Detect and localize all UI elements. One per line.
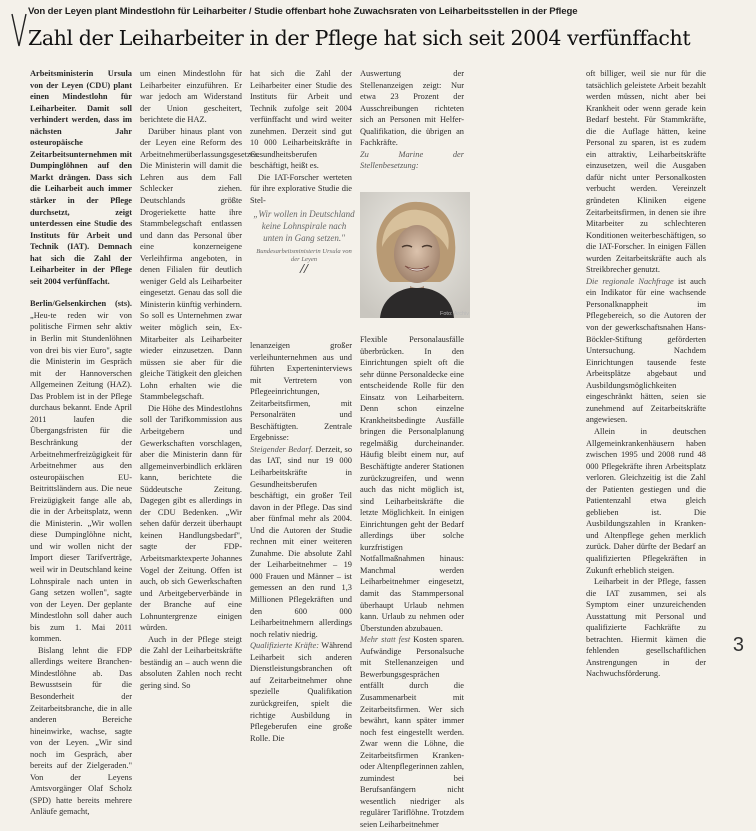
body-paragraph: Auch in der Pflege steigt die Zahl der Leiharbeitskräfte beständig an – auch wenn die absoluten Zahlen noch recht gering sind. So xyxy=(140,634,242,690)
body-paragraph: um einen Mindestlohn für Leiharbeiter einzuführen. Er war jedoch am Widerstand der Union gescheitert, berichtete die HAZ. xyxy=(140,69,242,125)
body-paragraph: Bislang lehnt die FDP allerdings weitere Branchen-Mindestlöhne ab. Das Bewusstsein für die Besonderheit der Zeitarbeitsbranche, die in alle anderen Bereiche hineinwirke, wachse, sagte von der Leyen. „Wir sind noch im Gespräch, aber bereits auf der Zielgeraden." Von der Leyens Amtsvorgänger Olaf Scholz (SPD) hatte bereits mehrere Anläufe gemacht, xyxy=(30,645,132,817)
subheading: Steigender Bedarf. xyxy=(250,444,314,454)
article-column-3-top xyxy=(250,68,352,206)
article-column-4-bottom xyxy=(360,334,465,829)
article-column-1 xyxy=(30,68,132,817)
headline: Zahl der Leiharbeiter in der Pflege hat sich seit 2004 verfünffacht xyxy=(28,26,691,50)
pull-quote-source: Bundesarbeitsministerin Ursula von der Leyen xyxy=(256,248,352,263)
portrait-photo xyxy=(360,192,470,318)
body-paragraph xyxy=(360,634,464,830)
body-paragraph: Die IAT-Forscher werteten für ihre explorative Studie die Stel- xyxy=(250,172,352,206)
pull-quote-text: „Wir wollen in Deutschland keine Lohnspirale nach unten in Gang setzen." xyxy=(253,209,355,243)
body-paragraph: Auswertung der Stellenanzeigen zeigt: Nur etwa 23 Prozent der Ausschreibungen richteten sich an Personen mit Helfer-Qualifikation, die übrigen an Fachkräfte. xyxy=(360,69,464,148)
pull-quote-mark: // xyxy=(300,262,308,277)
body-paragraph: Flexible Personalausfälle überbrücken. In den Einrichtungen spielt oft die sehr dünne Personaldecke eine entscheidende Rolle für den Einsatz von Leiharbeitern. Denn schon einzelne Krankheitsbedingte Ausfälle bringen die Personalplanung regelmäßig durcheinander. Häufig bleibt einem nur, auf Beschäftigte anderer Stationen zurückzugreifen, und wenn auch das nicht möglich ist, sind Leiharbeitskräfte die letzte Möglichkeit. In einigen Einrichtungen geht der Bedarf allerdings über solche kurzfristigen Notfallmaßnahmen hinaus: Manchmal werden Leiharbeitnehmer eingesetzt, damit das Stammpersonal überhaupt Urlaub nehmen kann. Urlaub zu nehmen oder Überstunden abzubauen. xyxy=(360,335,464,633)
body-text: Derzeit, so das IAT, sind nur 19 000 Leiharbeitskräfte in Gesundheitsberufen beschäftigt, ein großer Teil davon in der Pflege. Das sind aber fünfmal mehr als 2004. Und die Autoren der Studie rechnen mit einer weiteren Zunahme. Die absolute Zahl der Leiharbeitnehmer – 19 000 Frauen und Männer – ist gemessen an den rund 1,3 Millionen Pflegekräften und den 600 000 Leiharbeitnehmern allerdings noch relativ niedrig. xyxy=(250,444,353,639)
body-paragraph: Darüber hinaus plant von der Leyen eine Reform des Arbeitnehmerüberlassungsgesetzes. Die Ministerin will damit die Lehren aus dem Fall Schlecker ziehen. Deutschlands größte Drogeriekette hatte ihre Stammbelegschaft entlassen und dann das Personal über eine konzerneigene Verleihfirma angeboten, in denen Filialen für deutlich weniger Geld als Leiharbeiter eingesetzt. Genau das soll die Ministerin künftig verhindern. So soll es Unternehmen zwar weiter möglich sein, Ex-Mitarbeiter als Leiharbeiter wieder einzusetzen. Dann müssen sie aber für die gleiche Tätigkeit den gleichen Lohn erhalten wie die Stammbelegschaft. xyxy=(140,126,260,402)
subheading: Qualifizierte Kräfte: xyxy=(250,641,319,651)
body-paragraph xyxy=(250,640,352,744)
dateline: Berlin/Gelsenkirchen (sts). xyxy=(30,299,132,309)
body-paragraph: Die Höhe des Mindestlohns soll der Tarifkommission aus Arbeitgebern und Gewerkschaften vorschlagen, aber die Ministerin dann für allgemeinverbindlich erklären kann, berichtete die Süddeutsche Zeitung. Dagegen gibt es allerdings in der CDU Bedenken. „Wir sehen dafür derzeit überhaupt keinen Handlungsbedarf", sagte der FDP-Arbeitsmarktexperte Johannes Vogel der Zeitung. Offen ist auch, ob sich Gewerkschaften und Arbeitgeberverbände in der Branche auf eine Lohnuntergrenze einigen würden. xyxy=(140,403,242,633)
body-paragraph: hat sich die Zahl der Leiharbeiter einer Studie des Instituts für Arbeit und Technik zufolge seit 2004 verfünffacht und wird weiter zunehmen. Derzeit sind gut 10 000 Leiharbeitskräfte in Gesundheitsberufen beschäftigt, heißt es. xyxy=(250,69,352,171)
article-column-4-top xyxy=(360,68,464,190)
pull-quote xyxy=(252,202,356,292)
body-paragraph xyxy=(30,298,132,644)
article-column-2 xyxy=(140,68,260,690)
subheading: Mehr statt fest xyxy=(360,635,411,645)
body-paragraph xyxy=(586,276,706,426)
article-column-3-bottom xyxy=(250,340,353,743)
body-paragraph: lenanzeigen großer verleihunternehmen aus und führten Experteninterviews mit Vertretern von Pflegeeinrichtungen, Zeitarbeitsfirmen, mit Personalräten und Beschäftigten. Zentrale Ergebnisse: xyxy=(250,341,352,443)
headline-bracket-ornament xyxy=(10,12,28,48)
kicker-line: Von der Leyen plant Mindestlohn für Leiharbeiter / Studie offenbart hohe Zuwachsraten von Leiharbeitsstellen in der Pflege xyxy=(28,6,578,17)
body-text: Kosten sparen. Aufwändige Personalsuche mit Stellenanzeigen und Bewerbungsgesprächen entfällt durch die Zusammenarbeit mit Zeitarbeitsfirmen. Wer sich bewährt, kann später immer noch fest eingestellt werden. Zwar wenn die Löhne, die Zeitarbeitsfirmen Kranken- oder Altenpflegerinnen zahlen, zumindest bei Berufsanfängern nicht wesentlich niedriger als regulärer Tariflöhne. Trotzdem seien Leiharbeitnehmer xyxy=(360,635,465,829)
body-paragraph: oft billiger, weil sie nur für die tatsächlich geleistete Arbeit bezahlt werden müssen, nicht aber bei Krankheit oder wenn gerade kein Bedarf besteht. Für Stammkräfte, die die Auflage hätten, keine Personal zu sparen, ist es zudem ein attraktiv, Leiharbeitskräfte einzusetzen, weil die Ausgaben dafür nicht unter Personalkosten verbucht werden. Vereinzelt gründeten Kliniken eigene Zeitarbeitsfirmen, in denen sie ihre Mitarbeiter zu schlechteren Konditionen weiterbeschäftigen, so die IAT-Forscher. In einigen Fällen wurden Zeitarbeitskräfte auch als Streikbrecher genutzt. xyxy=(586,69,706,275)
body-paragraph xyxy=(250,444,352,640)
subheading: Zu Marine der Stellenbesetzung: xyxy=(360,149,464,171)
lead-paragraph: Arbeitsministerin Ursula von der Leyen (CDU) plant einen Mindestlohn für Leiharbeiter. Damit soll verhindert werden, dass im nächsten Jahr osteuropäische Zeitarbeitsunternehmen mit Dumpinglöhnen auf den Markt drängen. Dass sich die Leiharbeit auch immer stärker in der Pflege durchsetzt, zeigt unterdessen eine Studie des Instituts für Arbeit und Technik (IAT). Demnach hat sich die Zahl der Leiharbeiter in der Pflege seit 2004 verfünffacht. xyxy=(30,69,132,286)
body-text: ist auch ein Indikator für eine wachsende Personalknappheit im Pflegebereich, so die Autoren der von der gewerkschaftsnahen Hans-Böckler-Stiftung geförderten Untersuchung. Nachdem Einrichtungen tausende feste Arbeitsplätze abgebaut und Ausbildungsmöglichkeiten eingeschränkt hätten, seien sie zunehmend auf Zeitarbeitskräfte angewiesen. xyxy=(586,276,706,425)
article-column-5 xyxy=(586,68,706,679)
body-paragraph: Leiharbeit in der Pflege, fassen die IAT zusammen, sei als Symptom einer unzureichenden Ausstattung mit Personal und qualifizierte Fachkräfte zu betrachten. Hiermit kämen die fehlenden gesellschaftlichen Anstrengungen in der Nachwuchsförderung. xyxy=(586,577,706,679)
photo-credit: Foto: Archiv xyxy=(440,311,470,317)
body-paragraph xyxy=(360,149,464,172)
page-number: 3 xyxy=(732,634,744,656)
body-text: „Heu-te reden wir von politische Firmen sehr aktiv in Berlin mit Stundenlöhnen von drei bis vier Euro", sagte die Ministerin im Gespräch mit der Hannoverschen Allgemeinen Zeitung (HAZ). Das Problem ist in der Pflege durchaus bekannt. Ende April 2011 laufen die Übergangsfristen für die Beschränkung der Arbeitnehmerfreizügigkeit für Arbeitnehmer aus den osteuropäischen EU-Beitrittsländern aus. Die neue Freizügigkeit fange alle ab, die in der Arbeitsplatz, wenn die Ministerin. „Wir wollen diese Dumpinglöhne nicht, und wir wollen nicht der Import dieser Tarifverträge, weil wir in Deutschland keine Lohnspirale nach unten in Gang setzen wollen", sagte von der Leyen. Der geplante Mindestlohn soll daher auch bis zum 1. Mai 2011 kommen. xyxy=(30,310,132,644)
body-text: Während Leiharbeit sich anderen Dienstleistungsbranchen oft auf Zeitarbeitnehmer ohne spezielle Qualifikation zurückgreifen, spielt die richtige Ausbildung in Pflegeberufen eine große Rolle. Die xyxy=(250,641,352,743)
portrait-illustration xyxy=(360,192,470,318)
subheading: Die regionale Nachfrage xyxy=(586,276,674,286)
body-paragraph: Allein in deutschen Allgemeinkrankenhäusern haben zwischen 1995 und 2008 rund 48 000 Pflegekräfte ihren Arbeitsplatz verloren. Gleichzeitig ist die Zahl der Patienten gestiegen und die Patientenzahl etwa gleich geblieben ist. Die Ausbildungszahlen in Kranken- und Altenpflege gehen merklich zurück. Daher dürfte der Bedarf an qualifizierten Pflegekräften in Zukunft erheblich steigen. xyxy=(586,426,706,575)
